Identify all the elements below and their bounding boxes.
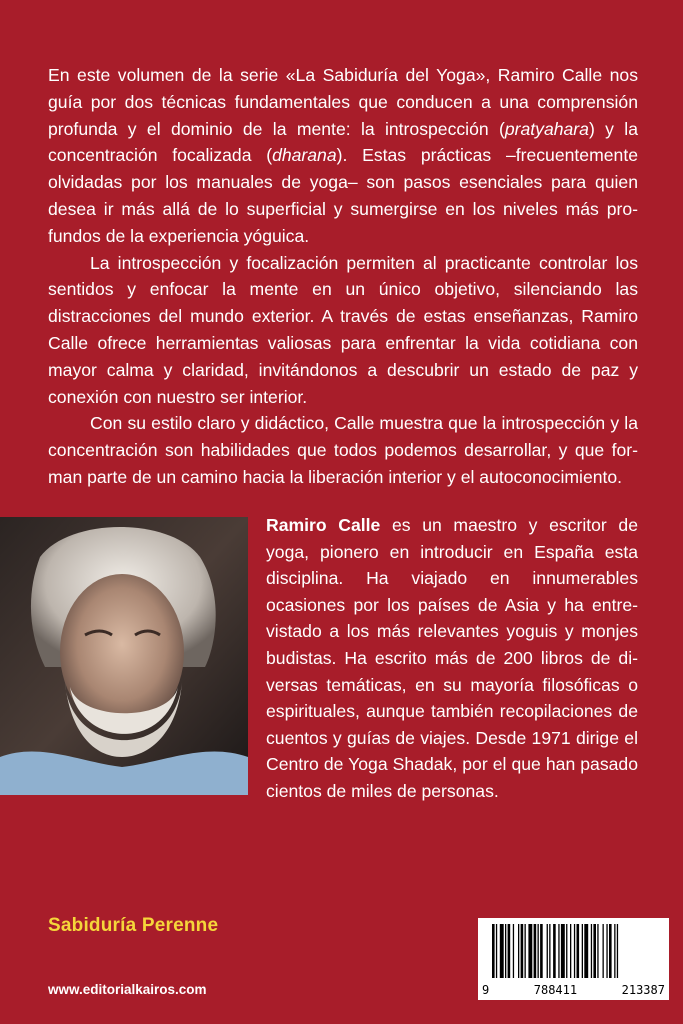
barcode-bar — [617, 924, 618, 978]
blurb-paragraph-3: Con su estilo claro y didáctico, Calle muestra que la introspección y la concentración son habilidades que todos podemos desarrollar, y que forman parte de un camino hacia la liberación interior y el autoconocimiento. — [48, 413, 638, 487]
barcode-bar — [500, 924, 504, 978]
blurb-paragraph-1 — [48, 62, 638, 250]
blurb-paragraph-2: La introspección y focalización permiten al practicante controlar los sentidos y enfocar la mente en un único objetivo, silenciando las distracciones del mundo exterior. A través de estas enseñanzas, Ramiro Calle ofrece herramientas valiosas para enfrentar la vida cotidiana con mayor calma y claridad, invitándonos a descubrir un estado de paz y conexión con nuestro ser interior. — [48, 252, 638, 407]
barcode-bar — [606, 924, 607, 978]
barcode-bar — [584, 924, 588, 978]
publisher-website[interactable]: www.editorialkairos.com — [48, 982, 207, 997]
barcode-bar — [492, 924, 495, 978]
blurb-text: ). Estas prácticas –frecuentemente olvidadas por los manuales de yoga– son pasos esenciales para quien desea ir más allá de lo superficial y sumergirse en los niveles más profundos de la experiencia yóguica. — [48, 145, 638, 246]
barcode-bar — [508, 924, 511, 978]
isbn-barcode — [478, 918, 669, 1000]
barcode-bar — [570, 924, 571, 978]
series-name: Sabiduría Perenne — [48, 915, 219, 936]
barcode-bar — [540, 924, 543, 978]
blurb-text: ) y la concentración focalizada ( — [48, 118, 638, 166]
barcode-bar — [577, 924, 580, 978]
barcode-bar — [597, 924, 598, 978]
barcode-bar — [538, 924, 539, 978]
barcode-digits — [478, 983, 669, 997]
barcode-bar — [534, 924, 537, 978]
barcode-bars — [478, 918, 669, 982]
back-cover-blurb — [48, 62, 638, 491]
barcode-bar — [574, 924, 575, 978]
barcode-bar — [614, 924, 615, 978]
barcode-bar — [591, 924, 592, 978]
bio-paragraph — [266, 512, 638, 805]
barcode-bar — [525, 924, 526, 978]
author-name: Ramiro Calle — [266, 515, 381, 535]
term-dharana: dharana — [272, 145, 337, 166]
barcode-bar — [566, 924, 567, 978]
barcode-group-2: 213387 — [621, 983, 665, 997]
barcode-bar — [553, 924, 556, 978]
barcode-bar — [609, 924, 612, 978]
barcode-bar — [561, 924, 565, 978]
barcode-bar — [528, 924, 532, 978]
barcode-bar — [547, 924, 548, 978]
barcode-bar — [505, 924, 506, 978]
barcode-lead-digit: 9 — [482, 983, 490, 997]
barcode-bar — [558, 924, 559, 978]
author-bio — [266, 512, 638, 805]
barcode-bar — [593, 924, 596, 978]
blurb-text: En este volumen de la serie «La Sabiduría del Yoga», Ramiro Calle nos guía por dos técnicas fundamentales que conducen a una comprensión profunda y el dominio de la mente: la introspección ( — [48, 65, 638, 139]
barcode-bar — [582, 924, 583, 978]
barcode-bar — [603, 924, 604, 978]
author-photo — [0, 517, 248, 795]
barcode-group-1: 788411 — [533, 983, 578, 997]
barcode-bar — [496, 924, 497, 978]
term-pratyahara: pratyahara — [504, 118, 589, 139]
barcode-bar — [549, 924, 550, 978]
bio-text: es un maestro y escritor de yoga, pionero en introducir en España esta disciplina. Ha viajado en innumerables ocasiones por los países de Asia y ha entrevistado a los más relevantes yoguis y monjes budistas. Ha escrito más de 200 libros de diversas temáticas, en su mayoría filosóficas o espirituales, aunque también recopilaciones de cuentos y guías de viajes. Desde 1971 dirige el Centro de Yoga Shadak, por el que han pasado cientos de miles de personas. — [266, 515, 638, 801]
barcode-bar — [521, 924, 524, 978]
barcode-bar — [513, 924, 514, 978]
barcode-bar — [518, 924, 519, 978]
